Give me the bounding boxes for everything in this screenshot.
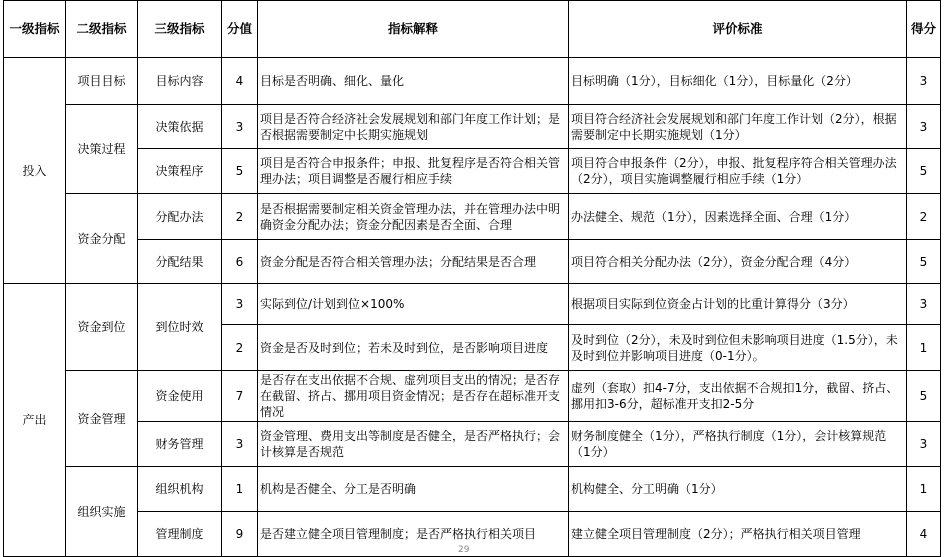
table-row [4,240,941,284]
level3-cell: 资金使用 [138,371,222,422]
score-cell: 3 [907,422,941,467]
score-cell: 5 [907,371,941,422]
criteria-cell: 项目符合经济社会发展规划和部门年度工作计划（2分），根据需要制定中长期实施规划（1分） [569,105,907,149]
level2-decision-process: 决策过程 [66,105,138,194]
criteria-cell: 项目符合申报条件（2分），申报、批复程序符合相关管理办法（2分），项目实施调整履行相应手续（1分） [569,149,907,194]
header-row [4,1,941,58]
table-row [4,467,941,512]
score-cell: 3 [907,284,941,325]
criteria-cell: 建立健全项目管理制度（2分）；严格执行相关项目管理 [569,512,907,557]
performance-indicator-table [3,0,941,557]
explanation-cell: 实际到位/计划到位×100% [258,284,569,325]
criteria-cell: 机构健全、分工明确（1分） [569,467,907,512]
indicator-table-sheet [3,0,940,544]
score-cell: 2 [907,194,941,240]
table-row [4,512,941,557]
score-cell: 5 [907,149,941,194]
level3-cell: 决策依据 [138,105,222,149]
header-explanation: 指标解释 [258,1,569,58]
explanation-cell: 项目是否符合经济社会发展规划和部门年度工作计划；是否根据需要制定中长期实施规划 [258,105,569,149]
score-cell: 3 [907,58,941,105]
value-cell: 5 [222,149,258,194]
score-cell: 3 [907,105,941,149]
table-row [4,58,941,105]
value-cell: 4 [222,58,258,105]
score-cell: 1 [907,325,941,371]
explanation-cell: 资金分配是否符合相关管理办法；分配结果是否合理 [258,240,569,284]
explanation-cell: 目标是否明确、细化、量化 [258,58,569,105]
value-cell: 3 [222,284,258,325]
value-cell: 3 [222,422,258,467]
value-cell: 2 [222,325,258,371]
level2-fund-arrival: 资金到位 [66,284,138,371]
header-criteria: 评价标准 [569,1,907,58]
level1-output: 产出 [4,284,66,557]
criteria-cell: 目标明确（1分），目标细化（1分），目标量化（2分） [569,58,907,105]
level2-fund-management: 资金管理 [66,371,138,467]
header-level1: 一级指标 [4,1,66,58]
header-score: 得分 [907,1,941,58]
score-cell: 4 [907,512,941,557]
table-row [4,422,941,467]
level2-fund-allocation: 资金分配 [66,194,138,284]
explanation-cell: 是否存在支出依据不合规、虚列项目支出的情况；是否存在截留、挤占、挪用项目资金情况；是否存在超标准开支情况 [258,371,569,422]
table-row [4,284,941,325]
criteria-cell: 根据项目实际到位资金占计划的比重计算得分（3分） [569,284,907,325]
table-row [4,105,941,149]
table-row [4,194,941,240]
level3-cell: 目标内容 [138,58,222,105]
level3-cell: 分配结果 [138,240,222,284]
criteria-cell: 及时到位（2分），未及时到位但未影响项目进度（1.5分），未及时到位并影响项目进度（0-1分）。 [569,325,907,371]
level3-cell: 到位时效 [138,284,222,371]
value-cell: 1 [222,467,258,512]
header-score-value: 分值 [222,1,258,58]
header-level2: 二级指标 [66,1,138,58]
score-cell: 1 [907,467,941,512]
explanation-cell: 是否建立健全项目管理制度；是否严格执行相关项目 [258,512,569,557]
level1-input: 投入 [4,58,66,284]
level3-cell: 分配办法 [138,194,222,240]
criteria-cell: 办法健全、规范（1分），因素选择全面、合理（1分） [569,194,907,240]
value-cell: 6 [222,240,258,284]
explanation-cell: 机构是否健全、分工是否明确 [258,467,569,512]
level2-org-implementation: 组织实施 [66,467,138,557]
explanation-cell: 是否根据需要制定相关资金管理办法，并在管理办法中明确资金分配办法；资金分配因素是否全面、合理 [258,194,569,240]
level2-project-goal: 项目目标 [66,58,138,105]
value-cell: 9 [222,512,258,557]
level3-cell: 决策程序 [138,149,222,194]
score-cell: 5 [907,240,941,284]
value-cell: 7 [222,371,258,422]
criteria-cell: 财务制度健全（1分），严格执行制度（1分），会计核算规范（1分） [569,422,907,467]
level3-cell: 管理制度 [138,512,222,557]
table-row [4,371,941,422]
level3-cell: 财务管理 [138,422,222,467]
criteria-cell: 项目符合相关分配办法（2分），资金分配合理（4分） [569,240,907,284]
criteria-cell: 虚列（套取）扣4-7分，支出依据不合规扣1分，截留、挤占、挪用扣3-6分，超标准开支扣2-5分 [569,371,907,422]
value-cell: 3 [222,105,258,149]
explanation-cell: 资金管理、费用支出等制度是否健全，是否严格执行；会计核算是否规范 [258,422,569,467]
value-cell: 2 [222,194,258,240]
table-row [4,149,941,194]
explanation-cell: 项目是否符合申报条件；申报、批复程序是否符合相关管理办法；项目调整是否履行相应手续 [258,149,569,194]
header-level3: 三级指标 [138,1,222,58]
page-number: 29 [458,545,470,555]
explanation-cell: 资金是否及时到位；若未及时到位，是否影响项目进度 [258,325,569,371]
level3-cell: 组织机构 [138,467,222,512]
